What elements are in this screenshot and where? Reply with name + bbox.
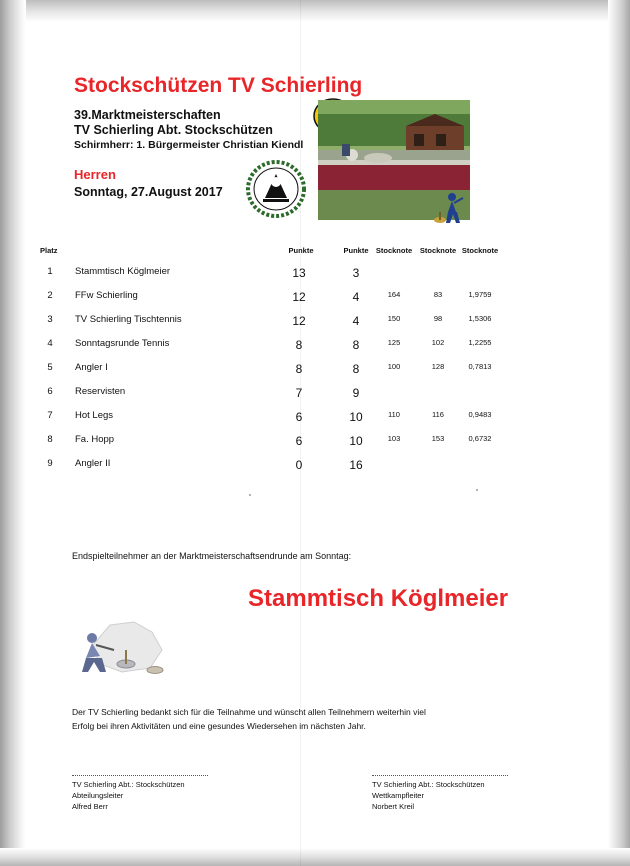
cell-platz: 2 — [47, 290, 53, 301]
subtitle-club: TV Schierling Abt. Stockschützen — [74, 123, 273, 137]
cell-punkte-1: 8 — [295, 338, 303, 352]
column-header-punkte-2: Punkte — [343, 246, 369, 255]
cell-punkte-1: 6 — [295, 410, 303, 424]
winner-name: Stammtisch Köglmeier — [248, 585, 509, 612]
signature-rule — [72, 775, 208, 777]
table-row — [40, 434, 510, 454]
table-row — [40, 458, 510, 478]
cell-punkte-2: 4 — [352, 290, 360, 304]
cell-stocknote-2: 98 — [433, 314, 443, 323]
category-label: Herren — [74, 167, 116, 182]
cell-team: Stammtisch Köglmeier — [75, 266, 171, 277]
signature-left-org: TV Schierling Abt.: Stockschützen — [72, 780, 185, 789]
signature-left-name: Alfred Berr — [72, 802, 108, 811]
cell-platz: 7 — [47, 410, 53, 421]
cell-team: Angler II — [75, 458, 111, 469]
signature-right-name: Norbert Kreil — [372, 802, 415, 811]
cell-platz: 8 — [47, 434, 53, 445]
final-round-label: Endspielteilnehmer an der Marktmeisterschaftsendrunde am Sonntag: — [72, 551, 352, 561]
club-emblem-logo — [245, 158, 307, 220]
signature-right-role: Wettkampfleiter — [372, 791, 424, 800]
signature-block-right — [372, 775, 508, 812]
cell-stocknote-2: 83 — [433, 290, 443, 299]
cell-punkte-2: 3 — [352, 266, 360, 280]
cell-stocknote-1: 100 — [387, 362, 401, 371]
cell-team: Fa. Hopp — [75, 434, 115, 445]
cell-stocknote-2: 116 — [432, 410, 444, 419]
cell-punkte-2: 4 — [352, 314, 360, 328]
column-header-stocknote-3: Stocknote — [461, 246, 499, 255]
cell-punkte-2: 8 — [352, 362, 360, 376]
cell-punkte-1: 8 — [295, 362, 303, 376]
signature-rule — [372, 775, 508, 777]
table-row — [40, 362, 510, 382]
cell-stocknote-1: 150 — [387, 314, 401, 323]
cell-team: Sonntagsrunde Tennis — [75, 338, 170, 349]
cell-punkte-1: 12 — [292, 314, 306, 328]
scan-edge-left — [0, 0, 26, 866]
table-row — [40, 386, 510, 406]
cell-punkte-2: 8 — [352, 338, 360, 352]
column-header-stocknote-2: Stocknote — [419, 246, 457, 255]
subtitle-championship: 39.Marktmeisterschaften — [74, 108, 221, 122]
cell-stocknote-3: 1,5306 — [468, 314, 492, 323]
curling-player-icon — [70, 620, 180, 680]
cell-stocknote-3: 1,2255 — [468, 338, 492, 347]
cell-team: Angler I — [75, 362, 108, 373]
cell-stocknote-1: 125 — [387, 338, 401, 347]
cell-stocknote-3: 0,6732 — [468, 434, 492, 443]
signature-block-left — [72, 775, 208, 812]
cell-platz: 4 — [47, 338, 53, 349]
paper-fold-line — [300, 0, 301, 866]
table-row — [40, 338, 510, 358]
cell-stocknote-1: 110 — [388, 410, 400, 419]
cell-platz: 1 — [47, 266, 53, 277]
cell-stocknote-2: 153 — [431, 434, 445, 443]
cell-stocknote-3: 0,9483 — [468, 410, 492, 419]
cell-punkte-2: 10 — [349, 410, 363, 424]
cell-punkte-1: 6 — [295, 434, 303, 448]
patron-line: Schirmherr: 1. Bürgermeister Christian Kiendl — [74, 139, 304, 151]
scan-edge-right — [608, 0, 630, 866]
cell-stocknote-1: 103 — [387, 434, 401, 443]
signature-right-org: TV Schierling Abt.: Stockschützen — [372, 780, 485, 789]
scan-speck — [249, 494, 251, 496]
cell-punkte-1: 7 — [295, 386, 303, 400]
cell-team: FFw Schierling — [75, 290, 138, 301]
cell-platz: 3 — [47, 314, 53, 325]
table-row — [40, 410, 510, 430]
cell-punkte-2: 16 — [349, 458, 363, 472]
column-header-punkte-1: Punkte — [288, 246, 314, 255]
table-row — [40, 266, 510, 286]
event-date: Sonntag, 27.August 2017 — [74, 185, 223, 199]
table-row — [40, 290, 510, 310]
cell-platz: 9 — [47, 458, 53, 469]
stock-player-icon — [432, 190, 466, 226]
cell-punkte-2: 9 — [352, 386, 360, 400]
scan-edge-bottom — [0, 848, 630, 866]
cell-platz: 6 — [47, 386, 53, 397]
cell-team: TV Schierling Tischtennis — [75, 314, 182, 325]
cell-punkte-1: 0 — [295, 458, 303, 472]
table-row — [40, 314, 510, 334]
cell-punkte-1: 13 — [292, 266, 306, 280]
scan-edge-top — [0, 0, 630, 22]
cell-punkte-1: 12 — [292, 290, 306, 304]
cell-stocknote-2: 128 — [431, 362, 445, 371]
cell-team: Hot Legs — [75, 410, 114, 421]
cell-stocknote-3: 1,9759 — [468, 290, 492, 299]
column-header-stocknote-1: Stocknote — [375, 246, 413, 255]
cell-stocknote-3: 0,7813 — [468, 362, 492, 371]
closing-text: Der TV Schierling bedankt sich für die Teilnahme und wünscht allen Teilnehmern weiterhin viel Erfolg bei ihren Aktivitäten und eine gesundes Wiedersehen im nächsten Jahr. — [72, 707, 426, 731]
signature-left-role: Abteilungsleiter — [72, 791, 124, 800]
page-title: Stockschützen TV Schierling — [74, 74, 363, 97]
scan-speck — [476, 489, 478, 491]
column-header-platz: Platz — [40, 246, 58, 255]
cell-team: Reservisten — [75, 386, 126, 397]
cell-stocknote-1: 164 — [387, 290, 401, 299]
cell-platz: 5 — [47, 362, 53, 373]
cell-punkte-2: 10 — [349, 434, 363, 448]
cell-stocknote-2: 102 — [431, 338, 445, 347]
